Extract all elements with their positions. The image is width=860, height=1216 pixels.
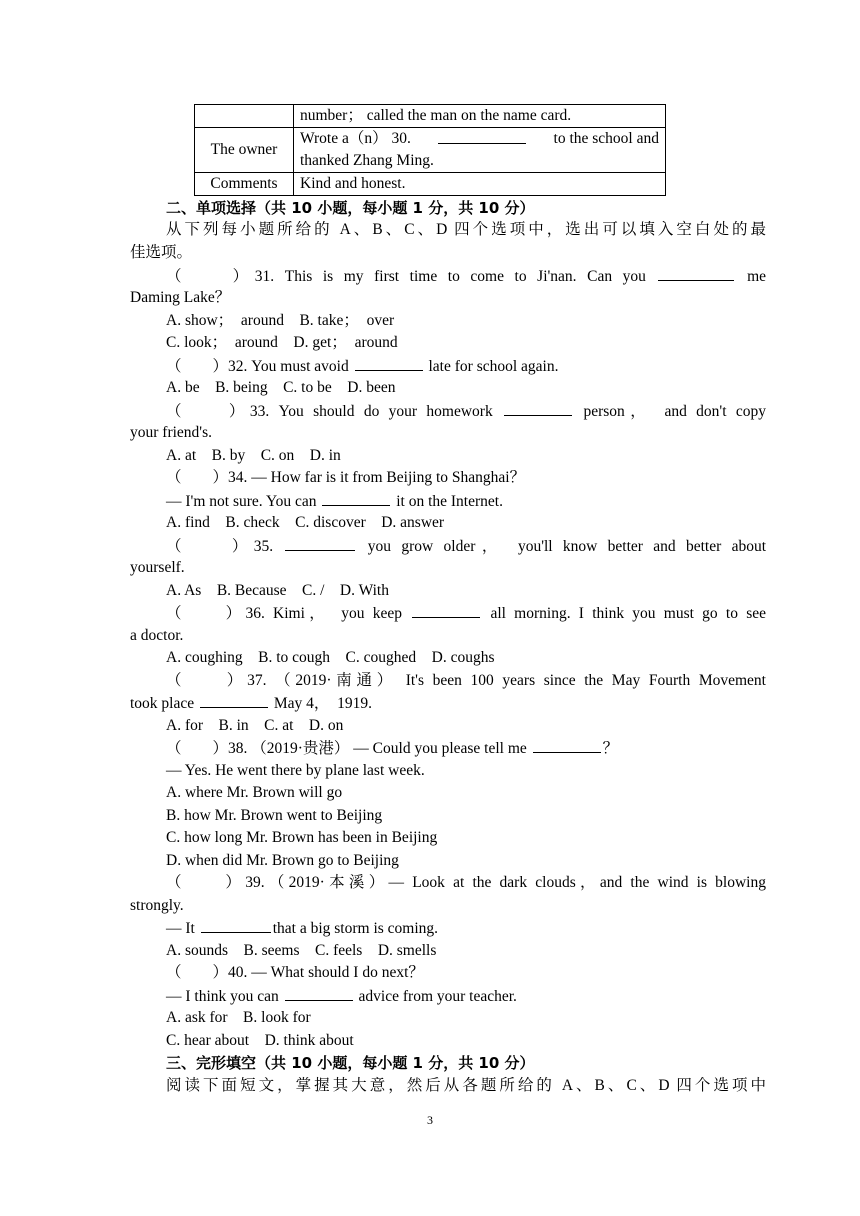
- answer-blank: [322, 490, 390, 506]
- question-text: Daming Lake？: [130, 289, 231, 306]
- question-text: 31. This is my first time to come to Ji'nan. Can you: [254, 268, 646, 285]
- question-text: 36. Kimi， you keep: [245, 605, 402, 622]
- answer-blank: [438, 128, 526, 144]
- question-text: 32. You must avoid: [228, 358, 349, 375]
- question-text: strongly.: [130, 897, 184, 914]
- answer-paren: （ ）: [166, 538, 254, 555]
- answer-paren: （ ）: [166, 469, 229, 486]
- section-heading: 二、单项选择（共 10 小题，每小题 1 分，共 10 分）: [166, 199, 535, 217]
- options-line: A. be B. being C. to be D. been: [166, 379, 396, 396]
- option-d: D. when did Mr. Brown go to Beijing: [166, 852, 399, 869]
- answer-paren: （ ）: [166, 268, 255, 285]
- answer-paren: （ ）: [166, 874, 246, 891]
- question-text-line: [130, 692, 730, 715]
- table-cell: [294, 128, 666, 173]
- answer-paren: （ ）: [166, 403, 250, 420]
- table-key-owner: The owner: [195, 128, 294, 173]
- options-line: A. ask for B. look for: [166, 1009, 311, 1026]
- table-cell: Kind and honest.: [294, 173, 666, 196]
- question-text: late for school again.: [428, 358, 559, 375]
- question-text: advice from your teacher.: [358, 988, 517, 1005]
- question-text: 37. （2019·南通） It's been 100 years since the May Fourth Movement: [247, 672, 766, 689]
- question-35: [130, 535, 766, 558]
- info-table: [194, 104, 666, 196]
- table-key-comments: Comments: [195, 173, 294, 196]
- answer-blank: [285, 985, 353, 1001]
- question-36: [130, 602, 766, 625]
- question-text: 38. （2019·贵港） — Could you please tell me: [228, 740, 527, 757]
- answer-blank: [504, 400, 572, 416]
- table-text: thanked Zhang Ming.: [300, 152, 434, 169]
- table-row: [195, 128, 666, 173]
- options-line: C. hear about D. think about: [166, 1032, 354, 1049]
- table-cell: number； called the man on the name card.: [294, 105, 666, 128]
- question-text: 33. You should do your homework: [249, 403, 493, 420]
- answer-paren: （ ）: [166, 672, 248, 689]
- question-text: it on the Internet.: [396, 493, 503, 510]
- answer-blank: [533, 737, 601, 753]
- option-c: C. how long Mr. Brown has been in Beijing: [166, 829, 438, 846]
- question-text-line: [130, 985, 766, 1008]
- question-text: 35.: [253, 538, 274, 555]
- question-text: yourself.: [130, 559, 185, 576]
- instruction-text: 佳选项。: [130, 244, 193, 261]
- option-a: A. where Mr. Brown will go: [166, 784, 343, 801]
- question-39: [130, 872, 766, 895]
- question-38: [130, 737, 766, 760]
- question-40: [130, 962, 766, 985]
- answer-paren: （ ）: [166, 964, 229, 981]
- answer-blank: [201, 917, 271, 933]
- page-number: 3: [427, 1113, 433, 1127]
- answer-paren: （ ）: [166, 740, 229, 757]
- options-line: A. show； around B. take； over: [166, 312, 395, 329]
- question-text: — It: [166, 920, 195, 937]
- question-text: — I think you can: [166, 988, 279, 1005]
- question-text: you grow older， you'll know better and better about: [367, 538, 767, 555]
- instruction-text: 从下列每小题所给的 A、B、C、D 四个选项中，选出可以填入空白处的最: [166, 221, 766, 238]
- question-text: person， and don't copy: [583, 403, 766, 420]
- answer-blank: [200, 692, 268, 708]
- question-text-line: [130, 917, 766, 940]
- question-text: took place: [130, 695, 195, 712]
- table-cell-empty: [195, 105, 294, 128]
- instruction-text: 阅读下面短文，掌握其大意，然后从各题所给的 A、B、C、D 四个选项中: [166, 1077, 766, 1094]
- question-text: ？: [602, 740, 619, 757]
- options-line: A. sounds B. seems C. feels D. smells: [166, 942, 437, 959]
- answer-blank: [658, 265, 734, 281]
- question-31: [130, 265, 766, 288]
- question-text: 34. — How far is it from Beijing to Shanghai？: [228, 469, 526, 486]
- option-b: B. how Mr. Brown went to Beijing: [166, 807, 383, 824]
- options-line: A. find B. check C. discover D. answer: [166, 514, 445, 531]
- answer-blank: [285, 535, 355, 551]
- question-text: — Yes. He went there by plane last week.: [166, 762, 425, 779]
- question-text: 40. — What should I do next？: [228, 964, 424, 981]
- section-heading: 三、完形填空（共 10 小题，每小题 1 分，共 10 分）: [166, 1054, 535, 1072]
- question-text: May 4， 1919.: [273, 695, 373, 712]
- answer-paren: （ ）: [166, 605, 246, 622]
- answer-paren: （ ）: [166, 358, 229, 375]
- question-33: [130, 400, 766, 423]
- question-37: [130, 670, 766, 693]
- options-line: C. look； around D. get； around: [166, 334, 398, 351]
- options-line: A. for B. in C. at D. on: [166, 717, 344, 734]
- question-text-line: [130, 490, 766, 513]
- options-line: A. at B. by C. on D. in: [166, 447, 341, 464]
- table-row: [195, 105, 666, 128]
- options-line: A. coughing B. to cough C. coughed D. coughs: [166, 649, 495, 666]
- question-text: — I'm not sure. You can: [166, 493, 317, 510]
- question-text: 39.（2019·本溪）— Look at the dark clouds，and the wind is blowing: [245, 874, 766, 891]
- question-text: a doctor.: [130, 627, 184, 644]
- table-text: Wrote a（n） 30.: [300, 130, 411, 147]
- question-text: me: [747, 268, 766, 285]
- table-text: to the school and: [553, 130, 659, 147]
- answer-blank: [355, 355, 423, 371]
- question-34: [130, 467, 766, 490]
- table-row: [195, 173, 666, 196]
- question-text: your friend's.: [130, 424, 212, 441]
- question-32: [130, 355, 766, 378]
- answer-blank: [412, 602, 480, 618]
- options-line: A. As B. Because C. / D. With: [166, 582, 389, 599]
- question-text: that a big storm is coming.: [272, 920, 439, 937]
- question-text: all morning. I think you must go to see: [490, 605, 766, 622]
